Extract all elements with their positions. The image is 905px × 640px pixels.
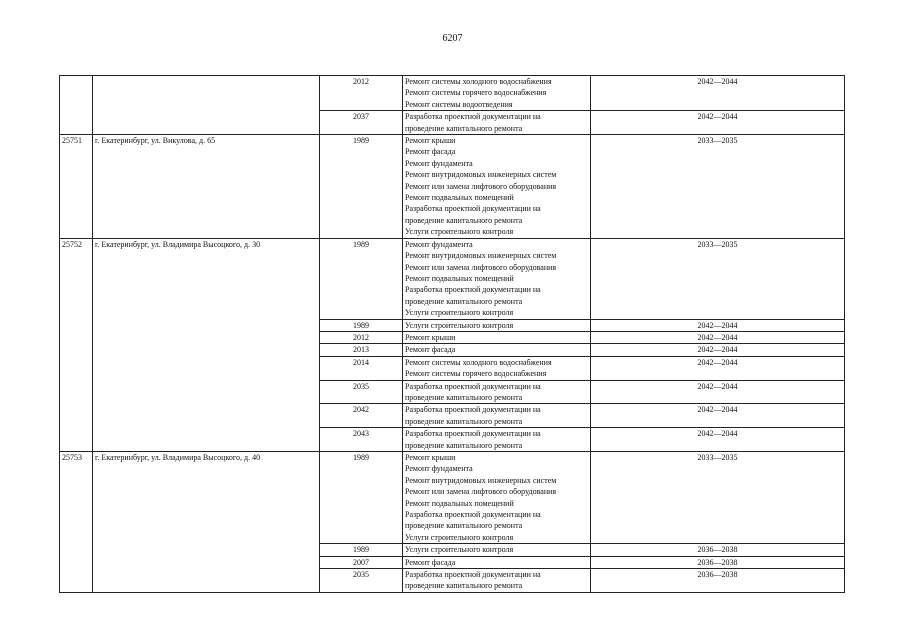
- works-cell: [403, 428, 591, 452]
- work-item: Ремонт системы водоотведения: [405, 99, 513, 109]
- work-item: проведение капитального ремонта: [405, 392, 523, 402]
- period-cell: 2033—2035: [591, 452, 845, 544]
- works-cell: [403, 544, 591, 556]
- works-cell: [403, 404, 591, 428]
- work-item: Ремонт или замена лифтового оборудования: [405, 262, 557, 272]
- work-item: Разработка проектной документации на: [405, 112, 541, 122]
- work-item: Ремонт фасада: [405, 345, 456, 355]
- work-item: Услуги строительного контроля: [405, 532, 514, 542]
- work-item: Ремонт крыши: [405, 453, 456, 462]
- works-cell: [403, 356, 591, 380]
- year-cell: 1989: [320, 544, 403, 556]
- work-item: проведение капитального ремонта: [405, 440, 523, 450]
- work-item: Ремонт или замена лифтового оборудования: [405, 487, 557, 497]
- period-cell: 2036—2038: [591, 569, 845, 593]
- work-item: Ремонт системы горячего водоснабжения: [405, 88, 547, 98]
- period-cell: 2042—2044: [591, 428, 845, 452]
- year-cell: 2042: [320, 404, 403, 428]
- works-cell: [403, 452, 591, 544]
- work-item: Разработка проектной документации на: [405, 405, 541, 415]
- year-cell: 1989: [320, 452, 403, 544]
- year-cell: 2043: [320, 428, 403, 452]
- work-item: Разработка проектной документации на: [405, 204, 541, 214]
- building-id: 25751: [60, 135, 93, 239]
- work-item: Разработка проектной документации на: [405, 381, 541, 391]
- works-cell: [403, 331, 591, 343]
- work-item: Услуги строительного контроля: [405, 545, 514, 555]
- work-item: Ремонт крыши: [405, 332, 456, 342]
- building-address: г. Екатеринбург, ул. Викулова, д. 65: [93, 135, 320, 239]
- building-id: 25752: [60, 238, 93, 451]
- work-item: Ремонт подвальных помещений: [405, 193, 514, 203]
- works-cell: [403, 111, 591, 135]
- building-address: г. Екатеринбург, ул. Владимира Высоцкого, д. 30: [93, 238, 320, 451]
- works-cell: [403, 556, 591, 568]
- period-cell: 2036—2038: [591, 556, 845, 568]
- works-cell: [403, 380, 591, 404]
- building-id: [60, 76, 93, 135]
- work-item: Ремонт фундамента: [405, 158, 473, 168]
- year-cell: 2007: [320, 556, 403, 568]
- work-item: проведение капитального ремонта: [405, 521, 523, 531]
- building-address: г. Екатеринбург, ул. Владимира Высоцкого, д. 40: [93, 452, 320, 593]
- works-cell: [403, 135, 591, 239]
- period-cell: 2033—2035: [591, 135, 845, 239]
- period-cell: 2033—2035: [591, 238, 845, 319]
- table-row: [60, 452, 845, 544]
- work-item: Услуги строительного контроля: [405, 320, 514, 330]
- capital-repair-table: [59, 75, 845, 593]
- period-cell: 2042—2044: [591, 356, 845, 380]
- work-item: Услуги строительного контроля: [405, 227, 514, 237]
- period-cell: 2042—2044: [591, 404, 845, 428]
- period-cell: 2036—2038: [591, 544, 845, 556]
- period-cell: 2042—2044: [591, 380, 845, 404]
- year-cell: 2012: [320, 76, 403, 111]
- work-item: Ремонт внутридомовых инженерных систем: [405, 475, 557, 485]
- year-cell: 2014: [320, 356, 403, 380]
- table-body: [60, 76, 845, 593]
- year-cell: 2035: [320, 569, 403, 593]
- work-item: Ремонт фасада: [405, 557, 456, 567]
- work-item: Ремонт подвальных помещений: [405, 273, 514, 283]
- works-cell: [403, 319, 591, 331]
- year-cell: 2013: [320, 344, 403, 356]
- work-item: Ремонт подвальных помещений: [405, 498, 514, 508]
- works-cell: [403, 238, 591, 319]
- work-item: Ремонт системы холодного водоснабжения: [405, 77, 552, 86]
- table-row: [60, 238, 845, 319]
- work-item: проведение капитального ремонта: [405, 123, 523, 133]
- work-item: Разработка проектной документации на: [405, 429, 541, 439]
- works-cell: [403, 344, 591, 356]
- period-cell: 2042—2044: [591, 331, 845, 343]
- table-row: [60, 76, 845, 111]
- work-item: Ремонт крыши: [405, 136, 456, 146]
- work-item: Ремонт внутридомовых инженерных систем: [405, 251, 557, 261]
- page-number: 6207: [442, 33, 463, 44]
- work-item: Ремонт внутридомовых инженерных систем: [405, 170, 557, 180]
- work-item: Ремонт фасада: [405, 147, 456, 157]
- work-item: Разработка проектной документации на: [405, 510, 541, 520]
- year-cell: 2037: [320, 111, 403, 135]
- work-item: проведение капитального ремонта: [405, 581, 523, 591]
- year-cell: 1989: [320, 135, 403, 239]
- work-item: Ремонт фундамента: [405, 464, 473, 474]
- work-item: проведение капитального ремонта: [405, 416, 523, 426]
- period-cell: 2042—2044: [591, 344, 845, 356]
- work-item: проведение капитального ремонта: [405, 215, 523, 225]
- work-item: Ремонт фундамента: [405, 239, 473, 249]
- year-cell: 2035: [320, 380, 403, 404]
- building-address: [93, 76, 320, 135]
- building-id: 25753: [60, 452, 93, 593]
- work-item: Ремонт системы горячего водоснабжения: [405, 369, 547, 379]
- year-cell: 1989: [320, 238, 403, 319]
- year-cell: 2012: [320, 331, 403, 343]
- year-cell: 1989: [320, 319, 403, 331]
- work-item: Ремонт системы холодного водоснабжения: [405, 357, 552, 367]
- work-item: Ремонт или замена лифтового оборудования: [405, 181, 557, 191]
- work-item: Разработка проектной документации на: [405, 285, 541, 295]
- work-item: Услуги строительного контроля: [405, 308, 514, 318]
- works-cell: [403, 569, 591, 593]
- period-cell: 2042—2044: [591, 76, 845, 111]
- work-item: Разработка проектной документации на: [405, 570, 541, 580]
- work-item: проведение капитального ремонта: [405, 296, 523, 306]
- period-cell: 2042—2044: [591, 319, 845, 331]
- works-cell: [403, 76, 591, 111]
- period-cell: 2042—2044: [591, 111, 845, 135]
- table-row: [60, 135, 845, 239]
